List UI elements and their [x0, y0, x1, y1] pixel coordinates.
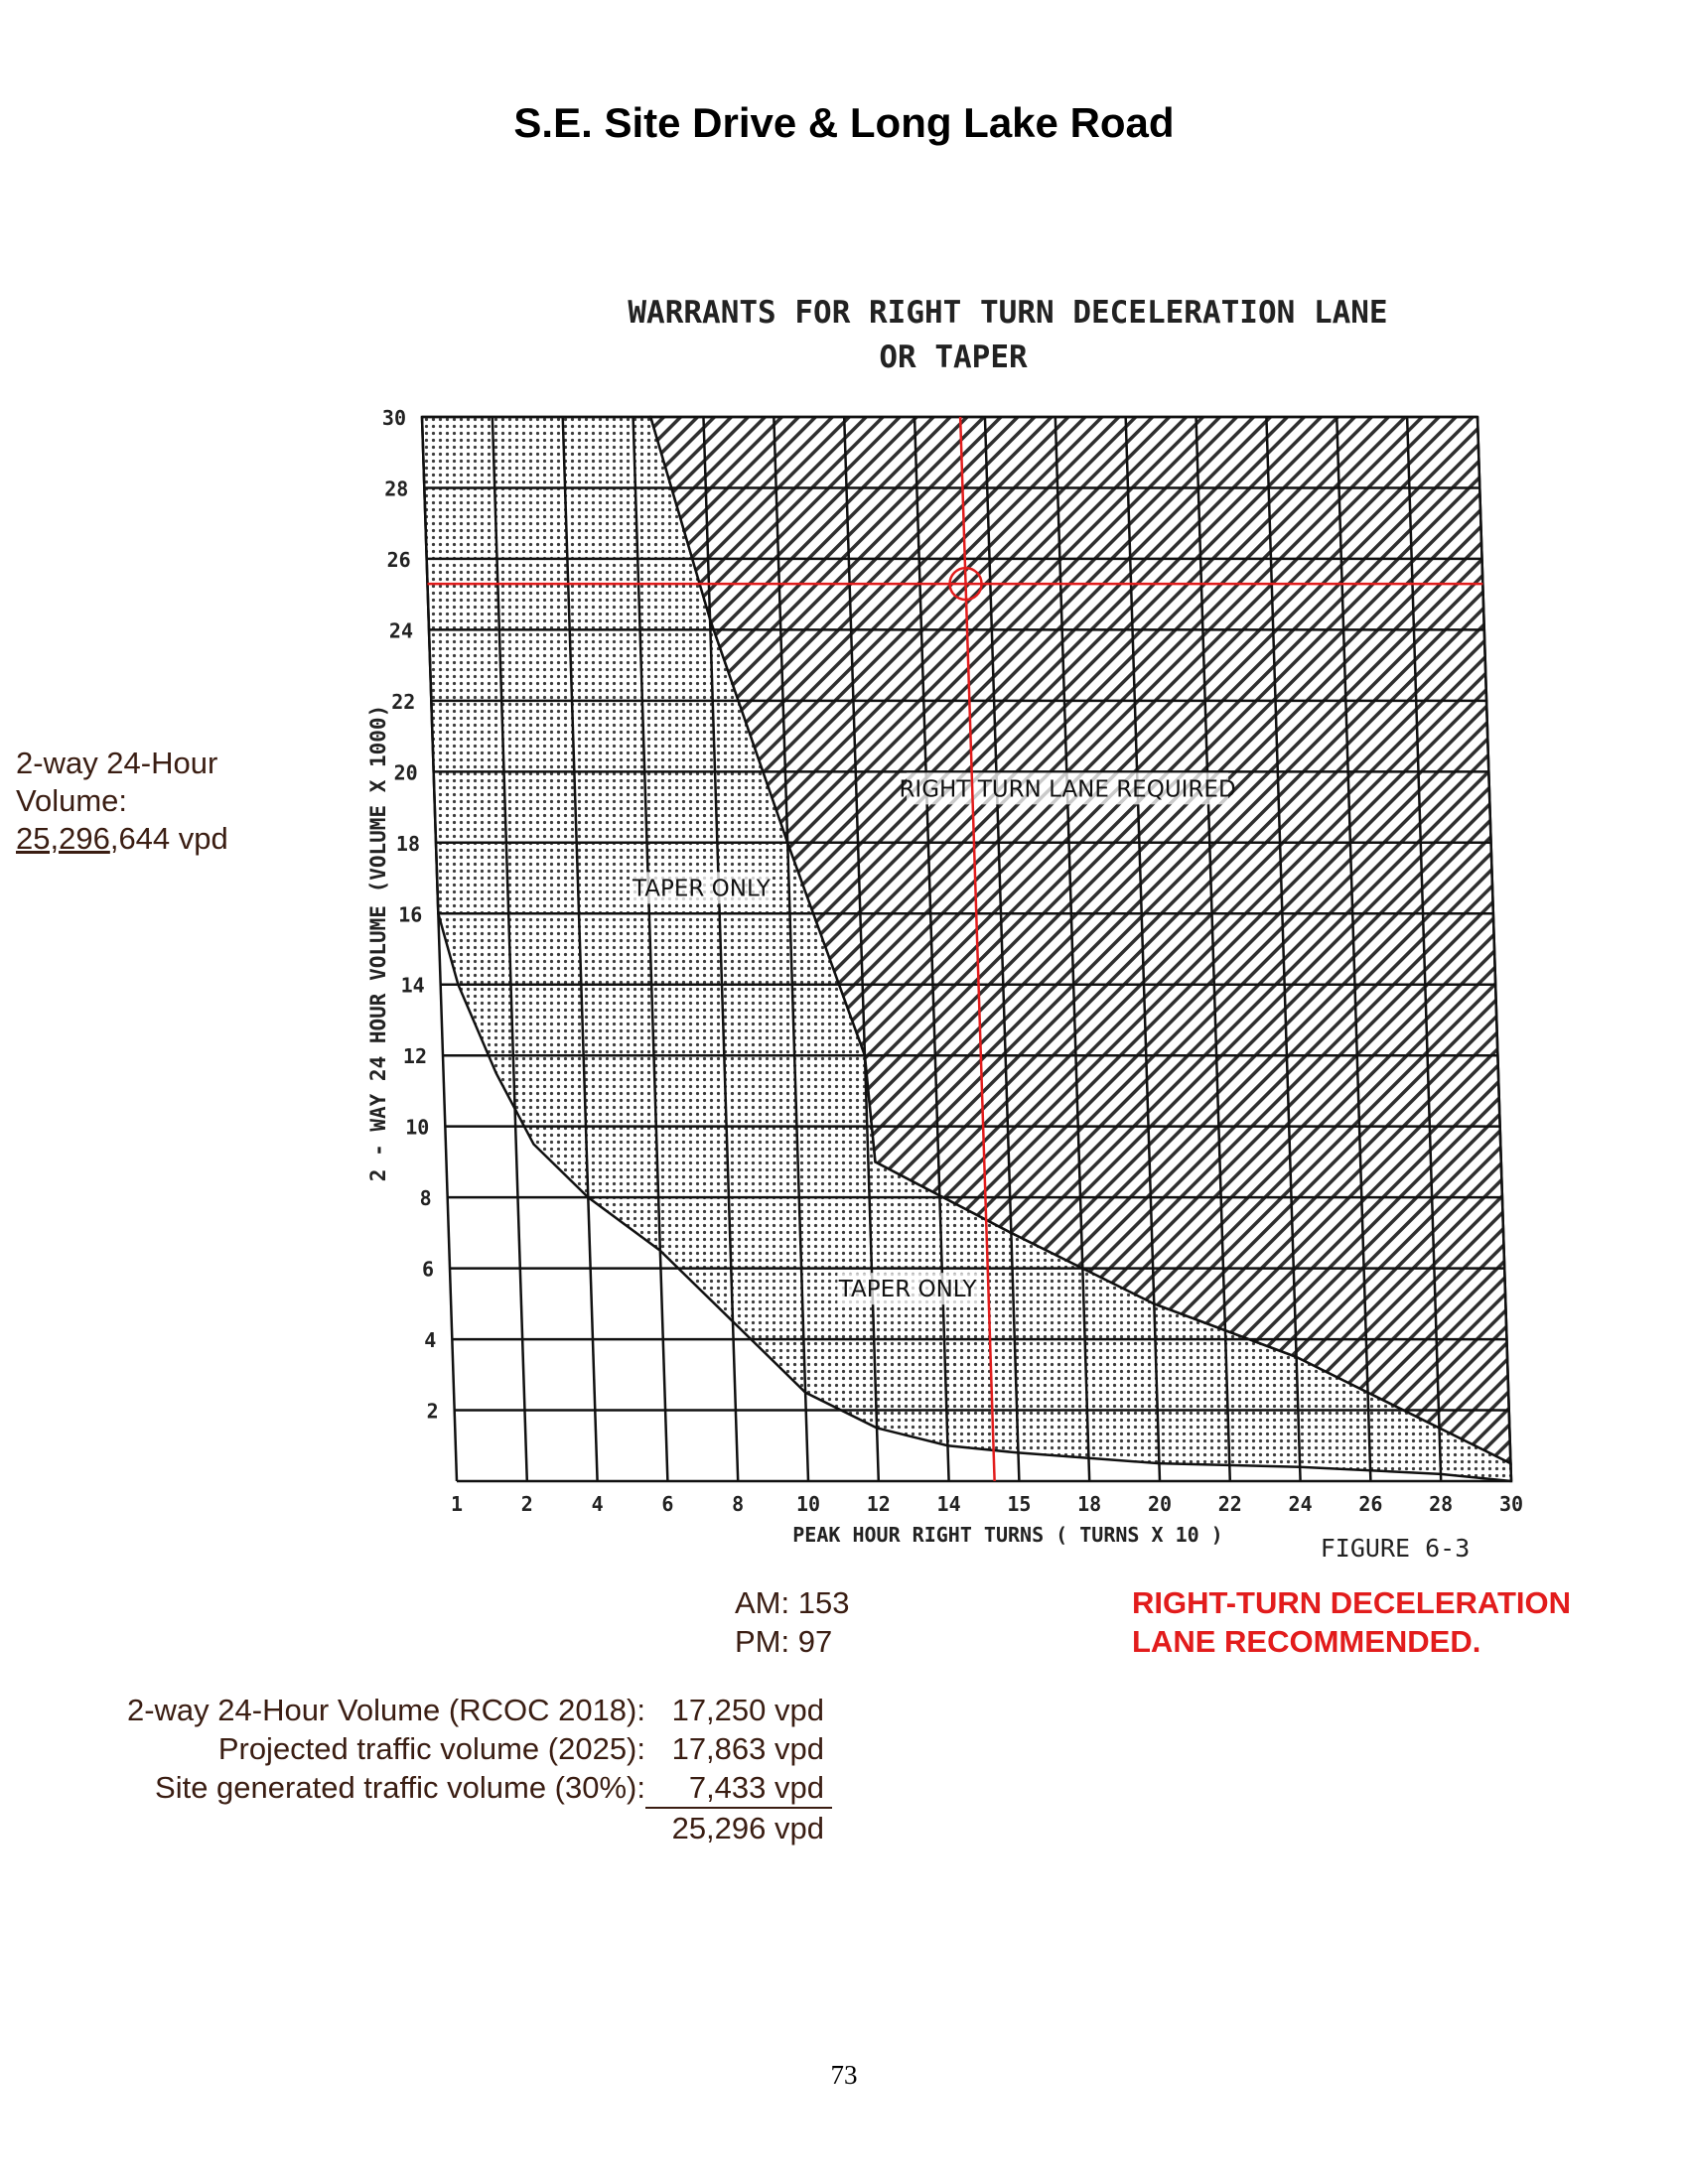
- calc-label: 2-way 24-Hour Volume (RCOC 2018):: [126, 1693, 645, 1727]
- pm-turns: PM: 97: [735, 1624, 833, 1659]
- y-tick-label: 28: [384, 477, 409, 501]
- figure-label: FIGURE 6-3: [1320, 1534, 1471, 1563]
- x-tick-label: 24: [1288, 1492, 1313, 1516]
- chart-title-line2: OR TAPER: [879, 340, 1028, 375]
- y-tick-label: 8: [419, 1186, 432, 1211]
- x-tick-label: 8: [732, 1492, 745, 1516]
- recommendation-line1: RIGHT-TURN DECELERATION: [1132, 1585, 1572, 1620]
- x-tick-label: 12: [866, 1492, 891, 1516]
- x-tick-label: 10: [795, 1492, 821, 1516]
- calc-value: 17,863 vpd: [671, 1731, 824, 1766]
- y-axis-label: 2 - WAY 24 HOUR VOLUME (VOLUME X 1000): [366, 704, 390, 1182]
- y-tick-label: 18: [395, 831, 420, 856]
- y-tick-label: 26: [386, 547, 411, 572]
- peak-turns-note: [735, 1583, 849, 1661]
- side-note-value-rest: ,644 vpd: [109, 821, 228, 856]
- y-tick-label: 30: [381, 406, 406, 430]
- x-tick-label: 18: [1077, 1492, 1102, 1516]
- side-note-line1: 2-way 24-Hour: [16, 746, 218, 780]
- region-label: TAPER ONLY: [838, 1277, 977, 1303]
- region-label: TAPER ONLY: [632, 876, 771, 902]
- volume-calculation: [40, 1691, 832, 1847]
- side-note-value: [16, 820, 228, 858]
- y-tick-label: 12: [402, 1044, 427, 1069]
- x-tick-label: 4: [591, 1492, 604, 1516]
- x-tick-label: 2: [520, 1492, 533, 1516]
- x-tick-label: 26: [1358, 1492, 1383, 1516]
- side-volume-note: [16, 745, 228, 858]
- calc-row: [40, 1768, 832, 1809]
- page-number: 73: [830, 2060, 858, 2090]
- recommendation-note: [1132, 1583, 1571, 1661]
- x-tick-label: 28: [1429, 1492, 1454, 1516]
- y-tick-label: 22: [391, 689, 416, 714]
- y-tick-label: 4: [424, 1328, 437, 1353]
- chart-title-line1: WARRANTS FOR RIGHT TURN DECELERATION LANE: [628, 295, 1388, 331]
- page-title: S.E. Site Drive & Long Lake Road: [513, 99, 1175, 146]
- calc-value: 17,250 vpd: [671, 1693, 824, 1727]
- x-tick-label: 6: [661, 1492, 674, 1516]
- recommendation-line2: LANE RECOMMENDED.: [1132, 1624, 1481, 1659]
- y-tick-label: 6: [421, 1257, 434, 1282]
- side-note-value-underlined: 25,296: [16, 821, 110, 856]
- x-tick-label: 30: [1498, 1492, 1524, 1516]
- x-axis-label: PEAK HOUR RIGHT TURNS ( TURNS X 10 ): [792, 1523, 1223, 1547]
- y-tick-label: 10: [405, 1115, 430, 1140]
- x-tick-label: 15: [1007, 1492, 1032, 1516]
- calc-total: 25,296 vpd: [671, 1811, 824, 1845]
- calc-row: [40, 1729, 832, 1768]
- region-label: RIGHT TURN LANE REQUIRED: [899, 776, 1236, 803]
- calc-value: 7,433 vpd: [645, 1768, 832, 1809]
- calc-label: Projected traffic volume (2025):: [217, 1731, 645, 1766]
- y-tick-label: 20: [393, 760, 418, 785]
- y-tick-label: 14: [400, 973, 425, 998]
- calc-label: [40, 1809, 645, 1847]
- calc-label: Site generated traffic volume (30%):: [155, 1770, 645, 1805]
- am-turns: AM: 153: [735, 1585, 850, 1620]
- y-tick-label: 16: [398, 902, 423, 927]
- x-tick-label: 1: [450, 1492, 464, 1516]
- x-tick-label: 20: [1147, 1492, 1173, 1516]
- y-tick-label: 24: [388, 618, 413, 643]
- y-tick-label: 2: [426, 1399, 439, 1424]
- side-note-line2: Volume:: [16, 783, 128, 818]
- calc-row: [40, 1809, 832, 1847]
- calc-row: [40, 1691, 832, 1729]
- x-tick-label: 14: [936, 1492, 961, 1516]
- x-tick-label: 22: [1217, 1492, 1242, 1516]
